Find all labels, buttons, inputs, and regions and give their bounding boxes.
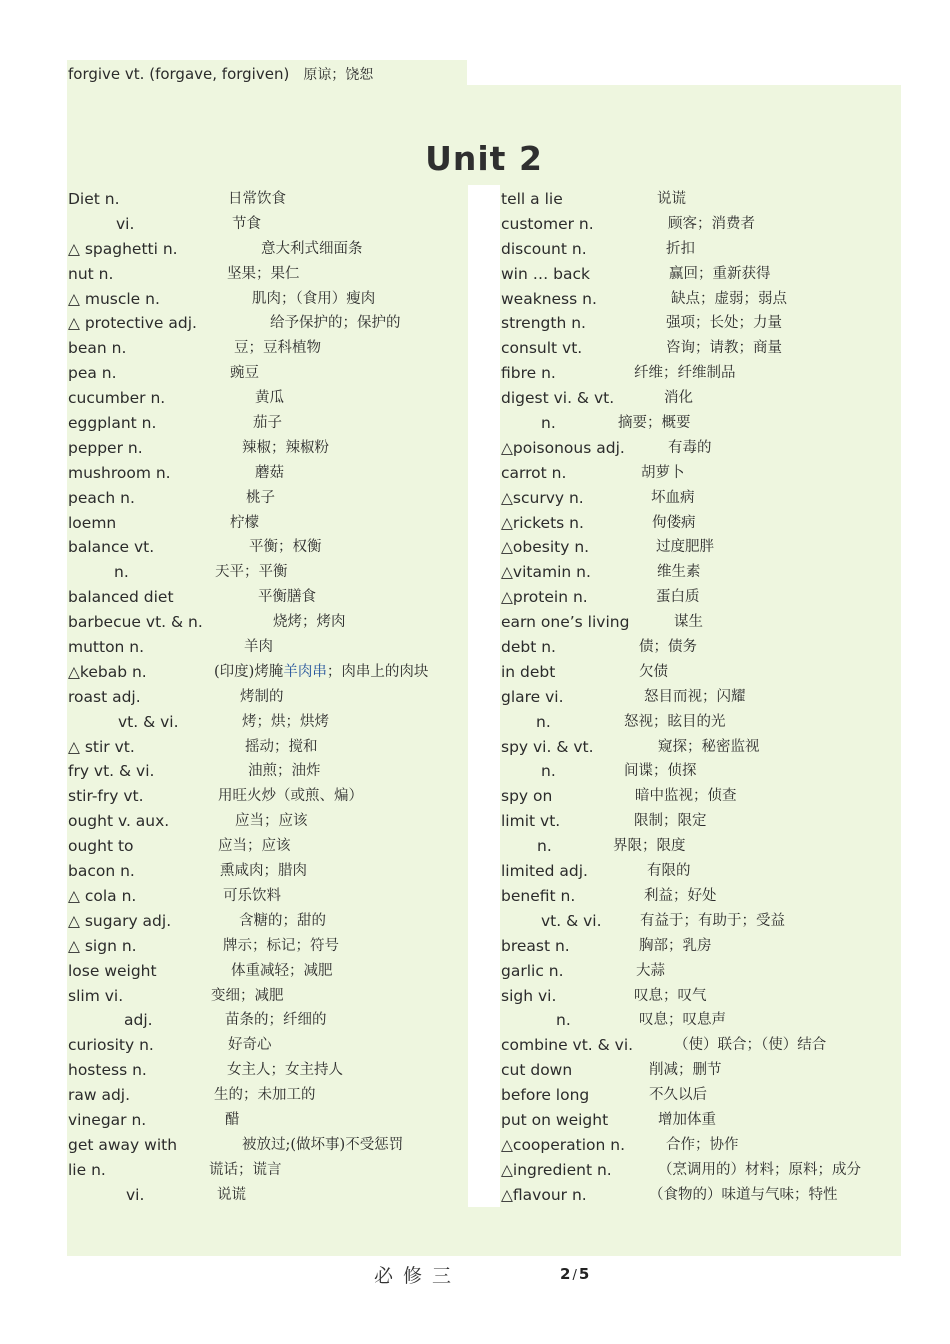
vocab-meaning: 有益于；有助于；受益 [640,912,785,929]
vocab-entry [501,1183,901,1208]
vocab-word: △protein n. [501,588,588,607]
vocab-entry [501,1058,901,1083]
vocab-meaning: 债；债务 [639,639,697,656]
column-gutter [468,185,500,1207]
vocab-entry [501,486,901,511]
vocab-meaning: 体重减轻；减肥 [231,962,333,979]
vocab-meaning: 蛋白质 [656,589,700,606]
vocab-entry [501,959,901,984]
vocab-word: n. [541,414,556,433]
vocab-meaning: 胡萝卜 [641,464,685,481]
vocab-word: △rickets n. [501,513,584,532]
vocab-word: mutton n. [68,638,145,657]
top-entry-en: forgive vt. (forgave, forgiven) [68,65,290,83]
vocab-word: roast adj. [68,687,141,706]
vocab-word: glare vi. [501,687,564,706]
vocab-meaning: 坚果；果仁 [227,265,300,282]
vocab-word: △ cola n. [68,886,137,905]
footer-label: 必修三 [374,1265,462,1287]
vocab-word: eggplant n. [68,414,157,433]
vocab-meaning: 削减；删节 [649,1062,722,1079]
vocab-entry [68,560,466,585]
vocab-meaning: 豌豆 [230,365,259,382]
vocab-word: breast n. [501,936,570,955]
vocab-entry [68,361,466,386]
vocab-entry [501,336,901,361]
vocab-entry [501,1083,901,1108]
vocab-word: earn one’s living [501,613,630,632]
vocab-meaning: 折扣 [666,240,695,257]
vocab-meaning: 叹息；叹息声 [639,1012,726,1029]
vocab-word: get away with [68,1135,178,1154]
vocab-meaning: 女主人；女主持人 [227,1062,343,1079]
vocab-meaning: 消化 [664,390,693,407]
vocab-entry [501,809,901,834]
vocab-word: garlic n. [501,961,564,980]
vocab-meaning: 谎话；谎言 [209,1161,282,1178]
vocab-meaning-part: (印度)烤腌 [214,663,284,680]
vocab-meaning: 赢回；重新获得 [669,265,771,282]
vocab-word: digest vi. & vt. [501,389,615,408]
vocab-entry [501,560,901,585]
vocab-entry [501,685,901,710]
vocab-word: raw adj. [68,1086,131,1105]
vocab-entry [501,710,901,735]
vocab-word: vt. & vi. [541,911,602,930]
vocab-entry [68,984,466,1009]
vocab-meaning: 肌肉；（食用）瘦肉 [252,290,376,307]
vocab-entry [68,336,466,361]
vocab-entry [501,585,901,610]
vocab-meaning: 含糖的；甜的 [239,912,326,929]
vocab-entry [68,436,466,461]
vocab-meaning: 烤制的 [240,688,284,705]
vocab-meaning: 天平；平衡 [215,564,288,581]
vocab-entry [68,759,466,784]
vocab-meaning: 应当；应该 [235,813,308,830]
vocab-meaning: 窥探；秘密监视 [658,738,760,755]
vocab-word: barbecue vt. & n. [68,613,203,632]
vocab-meaning: 顾客；消费者 [668,215,755,232]
vocab-entry [501,511,901,536]
vocab-word: customer n. [501,214,594,233]
vocab-entry [501,535,901,560]
vocab-entry [501,909,901,934]
vocab-word: vinegar n. [68,1110,147,1129]
vocab-meaning: 摇动；搅和 [245,738,318,755]
vocab-entry [68,1183,466,1208]
vocab-meaning: 平衡膳食 [258,589,316,606]
vocab-word: bacon n. [68,862,135,881]
vocab-entry [68,1083,466,1108]
vocab-entry [501,610,901,635]
vocab-entry [501,212,901,237]
vocab-entry [68,909,466,934]
top-entry-cn: 原谅；饶恕 [303,67,374,83]
vocab-meaning: 油煎；油炸 [248,763,321,780]
vocab-meaning: 佝偻病 [652,514,696,531]
vocab-meaning: 坏血病 [651,489,695,506]
vocab-entry [68,486,466,511]
vocab-entry [68,212,466,237]
vocab-word: ought v. aux. [68,812,170,831]
vocab-word: weakness n. [501,289,597,308]
vocab-meaning: 胸部；乳房 [639,937,712,954]
vocab-entry [501,262,901,287]
vocab-word: n. [114,563,129,582]
vocab-meaning: 醋 [225,1111,240,1128]
vocab-entry [501,361,901,386]
vocab-word: curiosity n. [68,1036,154,1055]
vocab-word: pepper n. [68,438,143,457]
vocab-entry [68,511,466,536]
vocab-word: carrot n. [501,463,567,482]
unit-title: Unit 2 [425,139,543,178]
vocab-entry [68,884,466,909]
vocab-meaning: 烤；烘；烘烤 [242,713,329,730]
vocab-entry [68,610,466,635]
vocab-word: consult vt. [501,339,583,358]
vocab-entry [68,660,466,685]
vocab-meaning: 有毒的 [668,439,712,456]
vocab-word: vi. [116,214,135,233]
vocab-meaning: 不久以后 [649,1087,707,1104]
vocab-word: in debt [501,662,556,681]
vocab-word: △ stir vt. [68,737,135,756]
vocab-entry [68,809,466,834]
vocab-word: △ muscle n. [68,289,160,308]
vocab-meaning: 平衡；权衡 [249,539,322,556]
vocab-meaning: 怒视；眩目的光 [624,713,726,730]
vocab-meaning: 暗中监视；侦查 [635,788,737,805]
vocab-word: stir-fry vt. [68,787,144,806]
vocab-entry [68,685,466,710]
vocab-word: benefit n. [501,886,576,905]
vocab-word: n. [537,837,552,856]
vocab-entry [501,1133,901,1158]
vocab-word: △kebab n. [68,662,147,681]
vocab-meaning: 摘要；概要 [618,415,691,432]
vocab-word: lose weight [68,961,157,980]
vocab-meaning: 桃子 [246,489,275,506]
vocab-word: put on weight [501,1110,609,1129]
vocab-meaning: 叹息；叹气 [634,987,707,1004]
page-total: 5 [578,1265,590,1283]
vocab-word: peach n. [68,488,135,507]
vocab-entry [501,461,901,486]
vocab-word: n. [541,762,556,781]
vocab-entry [501,1033,901,1058]
vocab-meaning: 意大利式细面条 [261,240,363,257]
vocab-meaning: 可乐饮料 [223,887,281,904]
vocab-word: △flavour n. [501,1185,587,1204]
vocab-meaning: 合作；协作 [666,1136,739,1153]
vocab-word: △ spaghetti n. [68,239,178,258]
vocab-entry [501,1158,901,1183]
vocab-entry [68,1108,466,1133]
vocab-meaning: （使）联合；（使）结合 [674,1037,827,1054]
vocab-meaning: 限制；限定 [634,813,707,830]
vocab-entry [501,660,901,685]
vocab-meaning: 谋生 [674,614,703,631]
vocab-meaning: 日常饮食 [228,191,286,207]
vocab-meaning: 豆；豆科植物 [234,340,321,357]
vocab-word: △poisonous adj. [501,438,625,457]
vocab-entry [501,436,901,461]
vocab-word: balance vt. [68,538,155,557]
vocab-meaning: 牌示；标记；符号 [223,937,339,954]
vocab-entry [501,287,901,312]
vocab-entry [501,984,901,1009]
vocab-meaning: 好奇心 [228,1037,272,1054]
vocab-meaning: 过度肥胖 [656,539,714,556]
vocab-word: nut n. [68,264,114,283]
vocab-word: △cooperation n. [501,1135,626,1154]
vocab-entry [501,834,901,859]
vocab-word: △ sign n. [68,936,137,955]
vocab-word: fry vt. & vi. [68,762,155,781]
vocab-meaning: 强项；长处；力量 [666,315,782,332]
vocab-entry [68,311,466,336]
vocab-entry [68,262,466,287]
top-entry [68,64,373,84]
vocab-entry [68,386,466,411]
page-current: 2 [560,1265,571,1283]
vocab-entry [68,1008,466,1033]
vocab-word: n. [536,712,551,731]
vocab-word: cucumber n. [68,389,166,408]
vocab-meaning: 柠檬 [230,514,259,531]
vocab-meaning [214,660,428,685]
vocab-entry [501,237,901,262]
vocab-word: limit vt. [501,812,561,831]
vocab-meaning: 欠债 [639,663,668,680]
vocab-meaning: 给予保护的；保护的 [270,315,401,332]
vocab-word: △vitamin n. [501,563,591,582]
vocab-meaning: 增加体重 [658,1111,716,1128]
vocab-entry [68,635,466,660]
vocab-entry [501,411,901,436]
vocab-column-left [68,187,466,1208]
vocab-entry [501,884,901,909]
vocab-word: adj. [124,1011,153,1030]
vocab-word: △obesity n. [501,538,590,557]
vocab-word: strength n. [501,314,586,333]
vocab-meaning: 咨询；请教；商量 [666,340,782,357]
vocab-word: slim vi. [68,986,124,1005]
vocab-entry [501,934,901,959]
vocab-entry [68,1033,466,1058]
vocab-entry [68,834,466,859]
vocab-meaning: 辣椒；辣椒粉 [242,439,329,456]
vocab-word: sigh vi. [501,986,557,1005]
vocab-meaning: 羊肉 [244,639,273,656]
page-number [560,1265,589,1283]
vocab-meaning: 黄瓜 [255,390,284,407]
vocab-word: spy on [501,787,553,806]
vocab-entry [501,784,901,809]
vocab-meaning: 界限；限度 [613,838,686,855]
vocab-entry [68,585,466,610]
vocab-word: n. [556,1011,571,1030]
vocab-word: lie n. [68,1160,106,1179]
vocab-word: △ protective adj. [68,314,197,333]
vocab-word: win … back [501,264,590,283]
vocab-entry [501,735,901,760]
vocab-meaning: 生的；未加工的 [214,1087,316,1104]
vocab-meaning: （烹调用的）材料；原料；成分 [658,1161,861,1178]
vocab-word: limited adj. [501,862,588,881]
vocab-entry [68,934,466,959]
vocab-entry [68,237,466,262]
vocab-meaning: 缺点；虚弱；弱点 [671,290,787,307]
vocab-meaning: 蘑菇 [255,464,284,481]
vocab-entry [68,1133,466,1158]
vocab-word: before long [501,1086,590,1105]
vocab-entry [68,735,466,760]
vocab-word: discount n. [501,239,587,258]
vocab-entry [501,1008,901,1033]
vocab-entry [501,759,901,784]
vocab-word: vi. [126,1185,145,1204]
vocab-word: loemn [68,513,117,532]
vocab-entry [501,311,901,336]
vocab-entry [501,635,901,660]
vocab-meaning-part: ；肉串上的肉块 [326,663,429,680]
vocab-word: balanced diet [68,588,174,607]
vocab-entry [68,287,466,312]
vocab-word: △ sugary adj. [68,911,172,930]
vocab-meaning: 变细；减肥 [211,987,284,1004]
vocab-meaning: 茄子 [253,415,282,432]
vocab-entry [68,784,466,809]
vocab-entry [68,461,466,486]
vocab-meaning: 苗条的；纤细的 [225,1012,327,1029]
vocab-word: mushroom n. [68,463,171,482]
vocab-word: hostess n. [68,1061,147,1080]
vocab-meaning: 熏咸肉；腊肉 [220,863,307,880]
vocab-meaning: （食物的）味道与气味；特性 [649,1186,838,1203]
vocab-meaning: 维生素 [657,564,701,581]
vocab-word: ought to [68,837,134,856]
vocab-entry [68,187,466,212]
vocab-meaning: 应当；应该 [218,838,291,855]
vocab-entry [68,859,466,884]
vocab-word: Diet n. [68,190,120,208]
vocab-entry [501,386,901,411]
vocab-meaning: 有限的 [647,863,691,880]
vocab-meaning: 间谍；侦探 [624,763,697,780]
vocab-entry [501,187,901,212]
vocab-entry [501,1108,901,1133]
vocab-meaning: 大蒜 [636,962,665,979]
vocab-word: debt n. [501,638,556,657]
page-separator: / [572,1268,577,1283]
vocab-word: fibre n. [501,364,556,383]
vocab-meaning: 被放过;(做坏事)不受惩罚 [242,1136,404,1153]
vocab-meaning: 说谎 [217,1186,246,1203]
vocab-entry [68,535,466,560]
vocab-word: cut down [501,1061,573,1080]
vocab-meaning: 烧烤；烤肉 [273,614,346,631]
vocab-meaning: 节食 [232,215,261,232]
vocab-meaning: 利益；好处 [644,887,717,904]
vocab-meaning-highlight: 羊肉串 [283,663,327,680]
vocab-meaning: 怒目而视；闪耀 [644,688,746,705]
vocab-entry [68,1058,466,1083]
vocab-word: bean n. [68,339,127,358]
vocab-word: vt. & vi. [118,712,179,731]
vocab-word: △ingredient n. [501,1160,612,1179]
vocab-word: spy vi. & vt. [501,737,594,756]
vocab-meaning: 纤维；纤维制品 [634,365,736,382]
vocab-word: tell a lie [501,190,563,208]
vocab-meaning: 用旺火炒（或煎、煸） [218,788,363,805]
vocab-meaning: 说谎 [657,191,686,207]
vocab-word: pea n. [68,364,117,383]
vocab-entry [68,710,466,735]
vocab-entry [68,411,466,436]
vocab-column-right [501,187,901,1208]
vocab-entry [68,1158,466,1183]
vocab-entry [68,959,466,984]
vocab-word: △scurvy n. [501,488,584,507]
vocab-entry [501,859,901,884]
vocab-word: combine vt. & vi. [501,1036,634,1055]
